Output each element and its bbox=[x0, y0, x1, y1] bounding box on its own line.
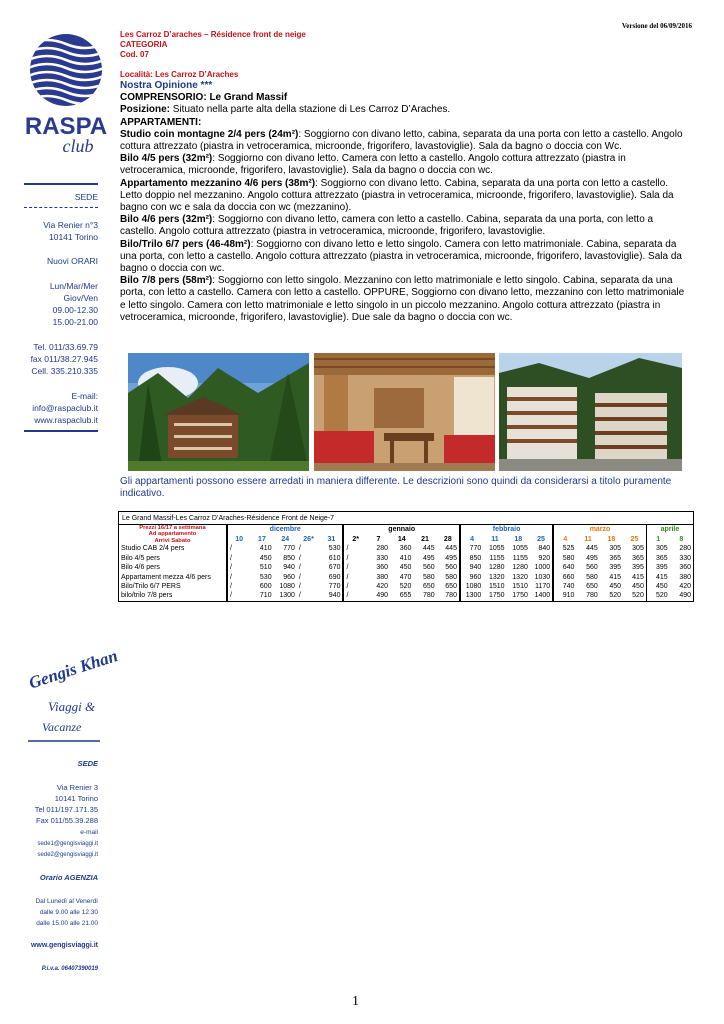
date-cell: 25 bbox=[623, 535, 646, 545]
table-row bbox=[119, 582, 693, 591]
raspa-logo-sub: club bbox=[62, 136, 94, 156]
price-cell: 650 bbox=[586, 582, 598, 590]
table-row bbox=[119, 572, 693, 581]
price-cell: 770 bbox=[283, 545, 295, 553]
date-cell: 24 bbox=[281, 535, 290, 543]
price-cell: 1400 bbox=[530, 591, 553, 600]
price-cell: 770 bbox=[320, 582, 343, 591]
price-cell: 365 bbox=[609, 554, 622, 562]
price-cell: 960 bbox=[469, 573, 482, 581]
price-cell: 520 bbox=[399, 582, 412, 590]
apartment-item: Bilo 7/8 pers (58m²): Soggiorno con letto singolo. Mezzanino con letto matrimoniale e letto singolo. Cabina, separata da una porta, con letto a castello. Camera con letto a castello. OPPURE, Soggiorno con divano letto, mezzanino con letto matrimoniale e letto singolo. Camera con letto matrimoniale e letto singolo in un piccolo mezzanino. Angolo cottura attrezzato (piastra in vetroceramica, microonde, frigorifero, lavastoviglie). Due sale da bagno o doccia con wc. bbox=[120, 275, 685, 323]
apartment-item: Studio coin montagne 2/4 pers (24m²): Soggiorno con divano letto, cabina, separata da una porta con letto a castello. Angolo cottura attrezzato (piastra in vetroceramica, microonde, frigorifero, lavastoviglie). Sala da bagno o doccia con Wc. bbox=[120, 128, 683, 153]
price-table bbox=[118, 511, 694, 602]
price-cell: 395 bbox=[655, 564, 668, 572]
raspa-hours1: 09.00-12.30 bbox=[52, 305, 98, 315]
price-cell: 510 bbox=[259, 564, 272, 572]
date-cell: 18 bbox=[514, 535, 523, 543]
price-cell: 410 bbox=[399, 554, 412, 562]
price-cell: 910 bbox=[562, 592, 575, 600]
price-cell: 1320 bbox=[488, 573, 505, 581]
raspa-club-logo bbox=[24, 30, 108, 156]
price-cell: / bbox=[230, 564, 232, 572]
locality-label: Località: Les Carroz D’Araches bbox=[120, 70, 239, 79]
gengis-email-label: e-mail bbox=[80, 829, 98, 836]
page-number: 1 bbox=[352, 994, 359, 1009]
date-cell: 18 bbox=[607, 535, 616, 543]
price-cell: 450 bbox=[399, 564, 412, 572]
price-cell: 580 bbox=[422, 573, 435, 581]
row-label: Bilo/Trilo 6/7 PERS bbox=[119, 582, 227, 591]
price-cell: 365 bbox=[623, 554, 646, 563]
price-cell: 1080 bbox=[465, 582, 482, 590]
price-cell: 380 bbox=[376, 573, 389, 581]
price-cell: 650 bbox=[437, 582, 460, 591]
apartment-item: Bilo 4/5 pers (32m²): Soggiorno con divano letto. Camera con letto a castello. Angolo cottura attrezzato (piastra in vetroceramica, microonde, frigorifero, lavastoviglie). Sala da bagno o doccia con wc. bbox=[120, 153, 626, 177]
table-row bbox=[119, 554, 693, 563]
gengis-fax: Fax 011/55.39.288 bbox=[36, 816, 98, 825]
price-cell: 530 bbox=[320, 544, 343, 553]
price-cell: 420 bbox=[679, 582, 691, 590]
price-cell: 1155 bbox=[489, 554, 505, 562]
price-cell: / bbox=[298, 592, 301, 600]
price-cell: 415 bbox=[655, 573, 668, 581]
category-label: CATEGORIA bbox=[120, 40, 168, 49]
price-cell: 470 bbox=[399, 573, 412, 581]
position-label: Posizione: bbox=[120, 104, 171, 116]
raspa-web[interactable]: www.raspaclub.it bbox=[34, 415, 98, 425]
date-cell: 28 bbox=[437, 535, 460, 545]
date-cell: 26* bbox=[303, 535, 314, 543]
position-text: Situato nella parte alta della stazione di Les Carroz D’Araches. bbox=[170, 104, 451, 116]
price-cell: 850 bbox=[469, 554, 482, 562]
residence-title: Les Carroz D’araches – Résidence front de neige bbox=[120, 30, 306, 39]
gengis-logo-line2: Viaggi & bbox=[48, 699, 96, 714]
price-cell: 445 bbox=[586, 545, 598, 553]
price-cell: 580 bbox=[437, 572, 460, 581]
price-cell: 660 bbox=[562, 573, 575, 581]
price-cell: 920 bbox=[530, 554, 553, 563]
price-cell: 600 bbox=[259, 582, 272, 590]
row-label: Bilo 4/6 pers bbox=[119, 563, 227, 572]
date-cell: 17 bbox=[258, 535, 266, 543]
raspa-address1: Via Renier n°3 bbox=[43, 220, 98, 230]
gengis-tel: Tel 011/197.171.35 bbox=[34, 805, 98, 814]
apartment-item: Bilo/Trilo 6/7 pers (46-48m²): Soggiorno con divano letto e letto singolo. Camera con letto matrimoniale. Cabina, separata da una porta, con letto a castello. Angolo cottura attrezzato (piastra in vetroceramica, microonde, frigorifero, lavastoviglie). Sala da bagno o doccia con wc. bbox=[120, 238, 682, 275]
price-cell: 305 bbox=[609, 545, 622, 553]
price-cell: 670 bbox=[320, 563, 343, 572]
price-cell: 650 bbox=[422, 582, 435, 590]
date-cell: 10 bbox=[235, 535, 244, 543]
month-aprile: aprile bbox=[660, 526, 680, 534]
apartment-item: Appartamento mezzanino 4/6 pers (38m²): Soggiorno con divano letto. Cabina, separata da una porta con letto a castello. Letto doppio nel mezzanino. Angolo cottura attrezzato (piastra in vetroceramica, microonde, frigorifero, lavastoviglie). Sala da bagno con wc e sala da doccia con wc (mezzanino). bbox=[120, 177, 674, 214]
price-cell: 360 bbox=[376, 564, 389, 572]
price-cell: 850 bbox=[283, 554, 295, 562]
date-cell: 25 bbox=[530, 535, 553, 545]
month-gennaio: gennaio bbox=[343, 525, 459, 535]
price-cell: 640 bbox=[562, 564, 575, 572]
price-cell: 445 bbox=[437, 544, 460, 553]
price-cell: 1080 bbox=[279, 582, 295, 590]
raspa-hours-title: Nuovi ORARI bbox=[46, 256, 98, 266]
price-cell: 450 bbox=[609, 582, 622, 590]
price-cell: 560 bbox=[437, 563, 460, 572]
price-cell: / bbox=[346, 564, 349, 572]
price-cell: 415 bbox=[623, 572, 646, 581]
price-cell: 410 bbox=[259, 545, 272, 553]
table-row bbox=[119, 544, 693, 553]
gengis-hours-title: Orario AGENZIA bbox=[39, 873, 98, 882]
price-cell: 940 bbox=[320, 591, 343, 600]
code-label: Cod. 07 bbox=[120, 50, 149, 59]
price-cell: 840 bbox=[530, 544, 553, 553]
price-cell: 520 bbox=[609, 592, 622, 600]
price-cell: 380 bbox=[679, 573, 691, 581]
price-cell: / bbox=[298, 554, 301, 562]
raspa-logo-text: RASPA bbox=[24, 113, 108, 140]
price-cell: / bbox=[298, 573, 301, 581]
price-cell: / bbox=[230, 573, 232, 581]
table-row bbox=[119, 563, 693, 572]
price-cell: 740 bbox=[562, 582, 575, 590]
gengis-logo-line1: Gengis Khan bbox=[26, 646, 120, 693]
price-cell: 1320 bbox=[512, 573, 528, 581]
raspa-fax: fax 011/38.27.945 bbox=[30, 354, 98, 364]
date-cell: 31 bbox=[320, 535, 343, 545]
price-cell: 415 bbox=[609, 573, 622, 581]
raspa-days1: Lun/Mar/Mer bbox=[49, 281, 98, 291]
gengis-hours2: dalle 9.00 alle 12.30 bbox=[39, 909, 98, 916]
price-cell: 560 bbox=[422, 564, 435, 572]
price-cell: 690 bbox=[320, 572, 343, 581]
price-cell: 1280 bbox=[488, 564, 505, 572]
price-cell: 1750 bbox=[512, 592, 528, 600]
price-cell: 1055 bbox=[512, 545, 528, 553]
price-cell: 330 bbox=[376, 554, 389, 562]
gengis-address1: Via Renier 3 bbox=[56, 783, 98, 792]
price-cell: 1055 bbox=[488, 545, 505, 553]
price-cell: 1510 bbox=[488, 582, 505, 590]
date-cell: 8 bbox=[679, 535, 684, 543]
position-line bbox=[120, 104, 692, 116]
price-cell: 1510 bbox=[512, 582, 528, 590]
date-cell: 11 bbox=[584, 535, 592, 543]
date-cell: 11 bbox=[491, 535, 499, 543]
gengis-sede: SEDE bbox=[77, 759, 98, 768]
price-cell: 940 bbox=[469, 564, 482, 572]
price-cell: 1300 bbox=[465, 592, 482, 600]
price-cell: 655 bbox=[399, 592, 412, 600]
gengis-logo-line3: Vacanze bbox=[42, 720, 82, 734]
price-cell: 530 bbox=[259, 573, 272, 581]
price-cell: 450 bbox=[655, 582, 668, 590]
price-cell: 420 bbox=[376, 582, 389, 590]
price-cell: / bbox=[346, 545, 349, 553]
row-label: Bilo 4/5 pers bbox=[119, 554, 227, 563]
price-cell: 1300 bbox=[279, 592, 295, 600]
price-cell: 360 bbox=[399, 545, 412, 553]
price-cell: 495 bbox=[422, 554, 435, 562]
price-cell: 525 bbox=[562, 545, 575, 553]
price-cell: 780 bbox=[422, 592, 435, 600]
price-cell: / bbox=[346, 554, 349, 562]
price-cell: 560 bbox=[586, 564, 598, 572]
gengis-khan-logo bbox=[24, 646, 120, 745]
price-cell: / bbox=[346, 592, 349, 600]
version-date: Versione del 06/09/2016 bbox=[621, 22, 692, 30]
price-cell: 280 bbox=[679, 545, 691, 553]
gengis-hours1: Dal Lunedì al Venerdì bbox=[35, 898, 98, 905]
price-cell: 1000 bbox=[530, 563, 553, 572]
area-label: COMPRENSORIO: Le Grand Massif bbox=[120, 92, 288, 104]
photo-building-forest bbox=[499, 353, 682, 471]
month-febbraio: febbraio bbox=[460, 525, 553, 535]
price-cell: 780 bbox=[586, 592, 598, 600]
price-cell: 450 bbox=[623, 582, 646, 591]
price-cell: / bbox=[346, 573, 349, 581]
price-cell: 490 bbox=[376, 592, 389, 600]
table-head-note: Prezzi 16/17 a settimana Ad appartamento Arrivi Sabato bbox=[119, 525, 227, 545]
price-cell: 580 bbox=[586, 573, 598, 581]
raspa-hours2: 15.00-21.00 bbox=[52, 317, 98, 327]
gengis-web[interactable]: www.gengisviaggi.it bbox=[30, 942, 98, 949]
gengis-piva: P.i.v.a. 06407390019 bbox=[41, 966, 98, 972]
price-cell: 395 bbox=[623, 563, 646, 572]
price-cell: / bbox=[230, 554, 232, 562]
price-cell: 1280 bbox=[512, 564, 528, 572]
gengis-email1[interactable]: sede1@gengisviaggi.it bbox=[37, 841, 98, 847]
price-cell: / bbox=[298, 545, 301, 553]
date-cell: 14 bbox=[397, 535, 406, 543]
price-cell: 495 bbox=[437, 554, 460, 563]
price-cell: / bbox=[346, 582, 349, 590]
date-cell: 1 bbox=[656, 535, 661, 543]
date-cell: 21 bbox=[421, 535, 429, 543]
price-cell: 490 bbox=[679, 592, 691, 600]
gengis-email2[interactable]: sede2@gengisviaggi.it bbox=[37, 852, 98, 858]
price-cell: / bbox=[298, 564, 301, 572]
raspa-days2: Giov/Ven bbox=[63, 293, 98, 303]
photo-caption: Gli appartamenti possono essere arredati in maniera differente. Le descrizioni sono quindi da considerarsi a titolo puramente indicativo. bbox=[120, 476, 672, 499]
raspa-sede: SEDE bbox=[74, 192, 98, 202]
price-cell: 1750 bbox=[488, 592, 505, 600]
price-cell: 445 bbox=[422, 545, 435, 553]
price-cell: / bbox=[230, 592, 232, 600]
raspa-tel: Tel. 011/33.69.79 bbox=[33, 342, 98, 352]
price-cell: 395 bbox=[609, 564, 622, 572]
date-cell: 2* bbox=[352, 535, 359, 543]
table-title: Le Grand Massif-Les Carroz D’Araches-Résidence Front de Neige-7 bbox=[119, 512, 693, 525]
price-cell: 1170 bbox=[530, 582, 553, 591]
opinion-rating: Nostra Opinione *** bbox=[120, 80, 213, 91]
raspa-cell: Cell. 335.210.335 bbox=[31, 366, 98, 376]
price-cell: 780 bbox=[437, 591, 460, 600]
date-cell: 4 bbox=[563, 535, 568, 543]
price-cell: 450 bbox=[259, 554, 272, 562]
price-cell: 520 bbox=[623, 591, 646, 600]
price-cell: 495 bbox=[586, 554, 598, 562]
price-cell: 305 bbox=[623, 544, 646, 553]
price-cell: 580 bbox=[562, 554, 575, 562]
price-cell: 330 bbox=[679, 554, 691, 562]
gengis-hours3: dalle 15.00 alle 21.00 bbox=[36, 920, 98, 927]
month-marzo: marzo bbox=[553, 525, 646, 535]
apartment-item: Bilo 4/6 pers (32m²): Soggiorno con divano letto, camera con letto a castello. Cabina, separata da una porta, con letto a castello. Angolo cottura attrezzato (piastra in vetroceramica, microonde, frigorifero, lavastoviglie. bbox=[120, 214, 654, 238]
table-row bbox=[119, 591, 693, 600]
date-cell: 4 bbox=[470, 535, 475, 543]
price-cell: 280 bbox=[376, 545, 389, 553]
price-cell: 710 bbox=[259, 592, 272, 600]
price-cell: 305 bbox=[655, 545, 668, 553]
price-cell: 1155 bbox=[512, 554, 528, 562]
price-cell: / bbox=[298, 582, 301, 590]
price-cell: 1030 bbox=[530, 572, 553, 581]
price-cell: / bbox=[230, 582, 232, 590]
price-cell: 940 bbox=[283, 564, 295, 572]
price-cell: 610 bbox=[320, 554, 343, 563]
main-content bbox=[120, 30, 692, 324]
raspa-email[interactable]: info@raspaclub.it bbox=[32, 403, 98, 413]
row-label: bilo/trilo 7/8 pers bbox=[119, 591, 227, 600]
price-cell: 360 bbox=[679, 564, 691, 572]
price-cell: / bbox=[230, 545, 232, 553]
raspa-address2: 10141 Torino bbox=[49, 232, 98, 242]
price-cell: 365 bbox=[655, 554, 668, 562]
price-cell: 520 bbox=[655, 592, 668, 600]
raspa-email-label: E-mail: bbox=[71, 391, 98, 401]
price-cell: 770 bbox=[469, 545, 482, 553]
row-label: Studio CAB 2/4 pers bbox=[119, 544, 227, 553]
row-label: Appartament mezza 4/6 pers bbox=[119, 572, 227, 581]
date-cell: 7 bbox=[376, 535, 381, 543]
price-cell: 960 bbox=[283, 573, 295, 581]
apartments-label: APPARTAMENTI: bbox=[120, 116, 202, 128]
photo-residence-exterior bbox=[128, 353, 309, 471]
month-dicembre: dicembre bbox=[227, 525, 343, 535]
gengis-address2: 10141 Torino bbox=[54, 794, 98, 803]
photo-apartment-interior bbox=[314, 353, 495, 471]
